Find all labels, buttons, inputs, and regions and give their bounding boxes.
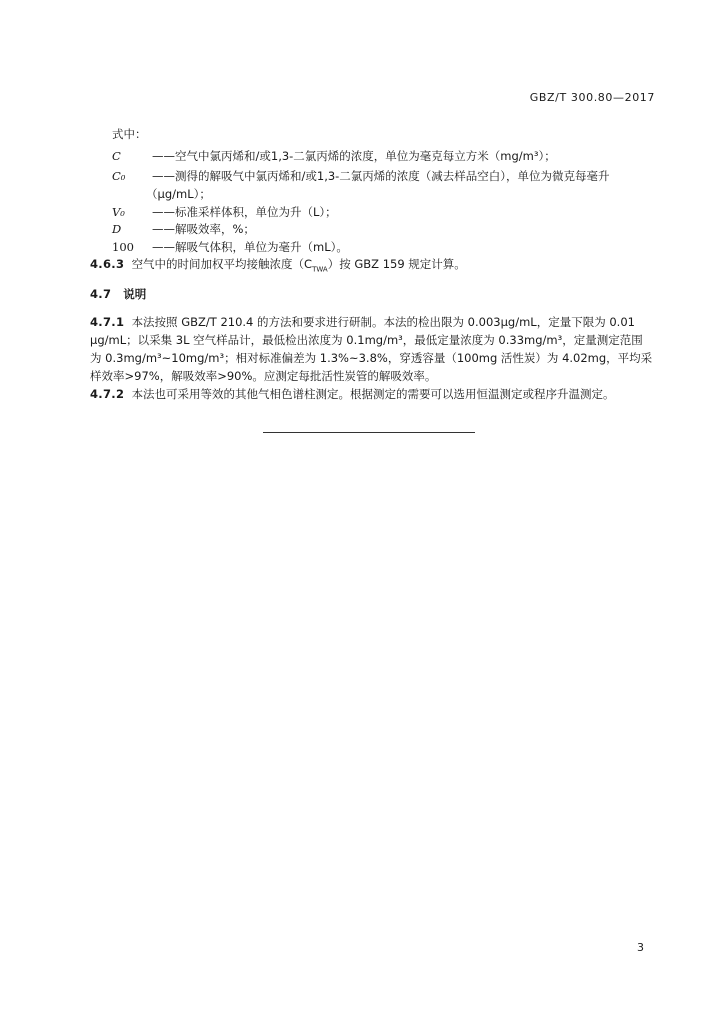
clause-4-7-1-line-2: μg/mL；以采集 3L 空气样品计，最低检出浓度为 0.1mg/m³，最低定量浓度为 0.33mg/m³，定量测定范围 [90,333,643,347]
page-number: 3 [637,941,644,954]
clause-number: 4.7.2 [90,387,125,401]
legend-symbol: V₀ [112,205,125,219]
formula-legend-intro: 式中： [112,127,147,141]
legend-item-v0 [112,204,337,220]
clause-4-7-2 [90,386,615,402]
legend-symbol: C₀ [112,169,126,183]
legend-description: （μg/mL）； [146,187,211,201]
clause-4-6-3 [90,256,466,277]
clause-text: 空气中的时间加权平均接触浓度（C [131,257,313,271]
twa-subscript: TWA [312,265,328,274]
standard-code: GBZ/T 300.80—2017 [529,91,655,104]
legend-item-c0-continuation [146,186,211,202]
legend-description: ——标准采样体积，单位为升（L）； [152,205,337,219]
legend-item-d [112,221,255,237]
clause-number: 4.7.1 [90,315,125,329]
legend-item-c0 [112,168,610,184]
clause-4-7-1-line-1 [90,314,635,330]
legend-symbol: D [112,222,122,236]
legend-description: ——解吸效率，%； [152,222,255,236]
legend-description: ——解吸气体积，单位为毫升（mL）。 [152,240,348,254]
legend-symbol: C [112,149,121,163]
clause-number: 4.6.3 [90,257,125,271]
clause-text-end: ）按 GBZ 159 规定计算。 [327,257,466,271]
section-title: 说明 [123,287,147,301]
clause-4-7-1-line-4: 样效率>97%，解吸效率>90%。应测定每批活性炭管的解吸效率。 [90,369,437,383]
clause-4-7-1-line-3: 为 0.3mg/m³~10mg/m³；相对标准偏差为 1.3%~3.8%，穿透容量（100mg 活性炭）为 4.02mg，平均采 [90,351,653,365]
end-divider [263,432,475,433]
clause-text: 本法按照 GBZ/T 210.4 的方法和要求进行研制。本法的检出限为 0.003μg/mL，定量下限为 0.01 [131,315,635,329]
clause-text: 本法也可采用等效的其他气相色谱柱测定。根据测定的需要可以选用恒温测定或程序升温测定。 [131,387,615,401]
section-number: 4.7 [90,287,112,301]
legend-description: ——测得的解吸气中氯丙烯和/或1,3-二氯丙烯的浓度（减去样品空白），单位为微克每毫升 [152,169,610,183]
section-4-7-heading [90,286,146,302]
legend-item-c [112,148,556,164]
legend-symbol: 100 [112,240,134,254]
legend-description: ——空气中氯丙烯和/或1,3-二氯丙烯的浓度，单位为毫克每立方米（mg/m³）； [152,149,556,163]
legend-item-100 [112,239,348,255]
